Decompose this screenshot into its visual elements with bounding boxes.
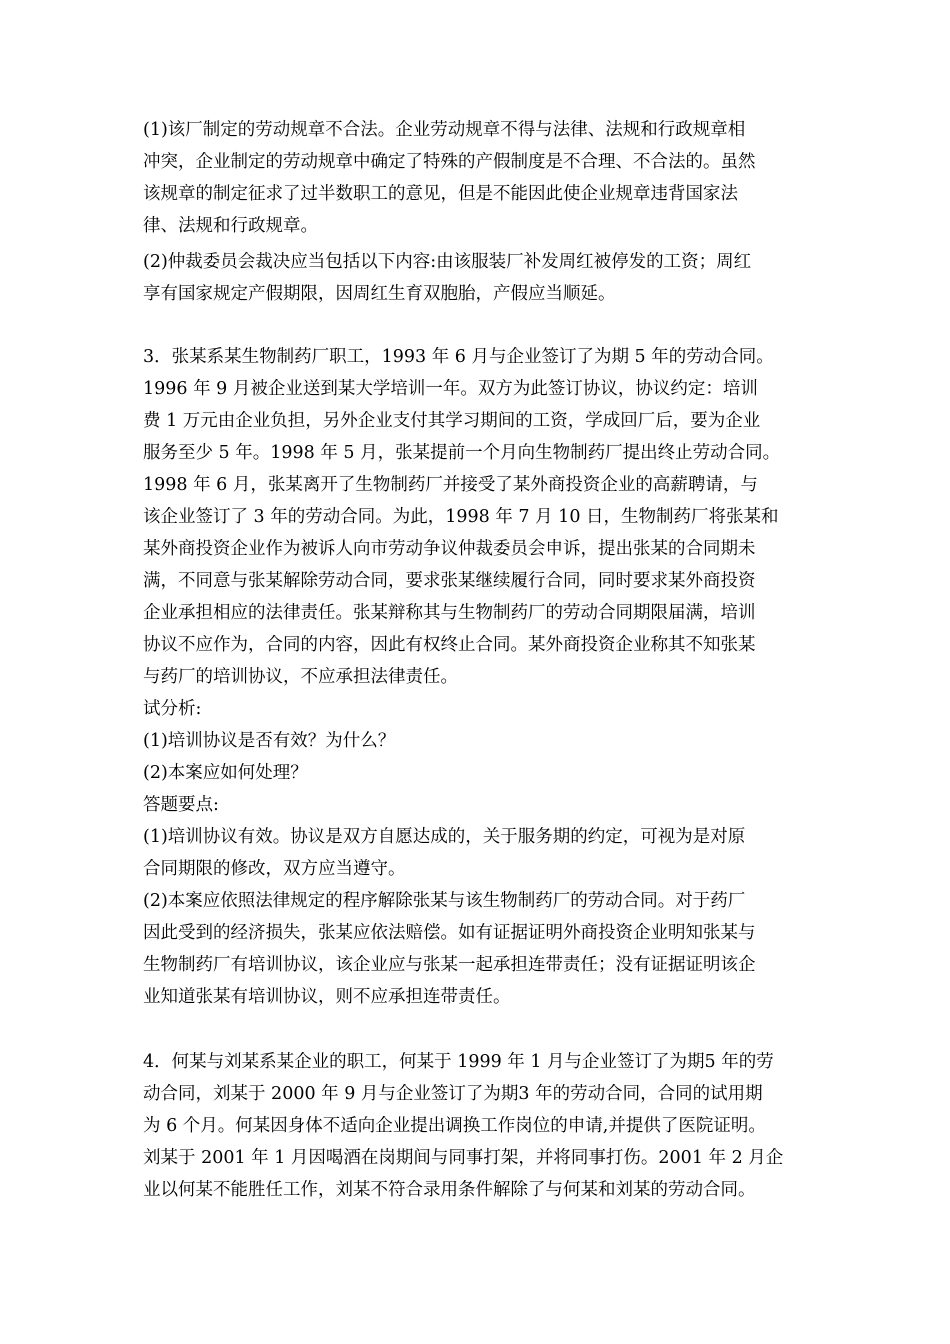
text-line: 4．何某与刘某系某企业的职工，何某于 1999 年 1 月与企业签订了为期5 年的劳: [143, 1052, 774, 1072]
text-line: 该规章的制定征求了过半数职工的意见，但是不能因此使企业规章违背国家法: [143, 184, 738, 204]
text-line: 动合同，刘某于 2000 年 9 月与企业签订了为期3 年的劳动合同，合同的试用期: [143, 1084, 763, 1104]
text-line: 因此受到的经济损失，张某应依法赔偿。如有证据证明外商投资企业明知张某与: [143, 923, 756, 943]
text-line: (2)本案应如何处理？: [143, 763, 308, 783]
text-line: 业知道张某有培训协议，则不应承担连带责任。: [143, 987, 511, 1007]
text-line: 业以何某不能胜任工作，刘某不符合录用条件解除了与何某和刘某的劳动合同。: [143, 1180, 756, 1200]
text-line: 3．张某系某生物制药厂职工，1993 年 6 月与企业签订了为期 5 年的劳动合同。: [143, 347, 774, 367]
text-line: 费 1 万元由企业负担，另外企业支付其学习期间的工资，学成回厂后，要为企业: [143, 411, 761, 431]
text-line: 该企业签订了 3 年的劳动合同。为此，1998 年 7 月 10 日，生物制药厂将张某和: [143, 507, 779, 527]
text-line: 合同期限的修改，双方应当遵守。: [143, 859, 406, 879]
text-line: 为 6 个月。何某因身体不适向企业提出调换工作岗位的申请,并提供了医院证明。: [143, 1116, 766, 1136]
text-line: 1998 年 6 月，张某离开了生物制药厂并接受了某外商投资企业的高薪聘请，与: [143, 475, 758, 495]
text-line: 试分析:: [143, 699, 202, 719]
text-line: (1)该厂制定的劳动规章不合法。企业劳动规章不得与法律、法规和行政规章相: [143, 120, 746, 140]
text-line: 满，不同意与张某解除劳动合同，要求张某继续履行合同，同时要求某外商投资: [143, 571, 756, 591]
text-line: (2)仲裁委员会裁决应当包括以下内容:由该服装厂补发周红被停发的工资；周红: [143, 252, 752, 272]
text-line: 与药厂的培训协议，不应承担法律责任。: [143, 667, 458, 687]
text-line: 刘某于 2001 年 1 月因喝酒在岗期间与同事打架，并将同事打伤。2001 年 2 月企: [143, 1148, 784, 1168]
text-line: 企业承担相应的法律责任。张某辩称其与生物制药厂的劳动合同期限届满，培训: [143, 603, 756, 623]
text-line: (1)培训协议有效。协议是双方自愿达成的，关于服务期的约定，可视为是对原: [143, 827, 746, 847]
text-line: 某外商投资企业作为被诉人向市劳动争议仲裁委员会申诉，提出张某的合同期未: [143, 539, 756, 559]
text-line: 生物制药厂有培训协议，该企业应与张某一起承担连带责任；没有证据证明该企: [143, 955, 756, 975]
text-line: (2)本案应依照法律规定的程序解除张某与该生物制药厂的劳动合同。对于药厂: [143, 891, 746, 911]
text-line: 协议不应作为，合同的内容，因此有权终止合同。某外商投资企业称其不知张某: [143, 635, 756, 655]
text-line: 享有国家规定产假期限，因周红生育双胞胎，产假应当顺延。: [143, 284, 616, 304]
text-line: 答题要点:: [143, 795, 219, 815]
text-line: 冲突，企业制定的劳动规章中确定了特殊的产假制度是不合理、不合法的。虽然: [143, 152, 756, 172]
text-line: 服务至少 5 年。1998 年 5 月，张某提前一个月向生物制药厂提出终止劳动合同。: [143, 443, 781, 463]
text-line: (1)培训协议是否有效？为什么？: [143, 731, 396, 751]
text-line: 1996 年 9 月被企业送到某大学培训一年。双方为此签订协议，协议约定：培训: [143, 379, 758, 399]
text-line: 律、法规和行政规章。: [143, 216, 318, 236]
